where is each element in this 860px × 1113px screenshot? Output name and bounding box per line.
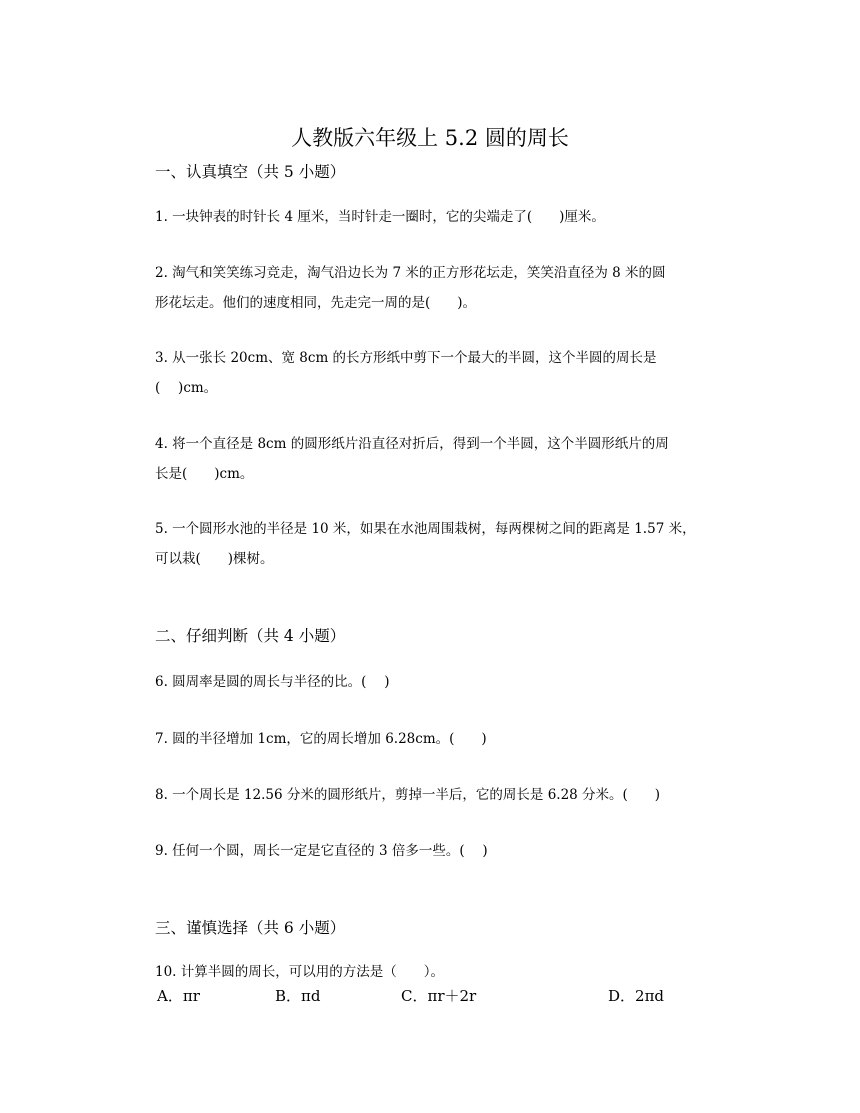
question-2 <box>155 258 735 318</box>
question-line: 10. 计算半圆的周长，可以用的方法是（ ）。 <box>155 964 445 980</box>
question-line: 3. 从一张长 20cm、宽 8cm 的长方形纸中剪下一个最大的半圆，这个半圆的周长是 <box>155 350 657 366</box>
question-line: 6. 圆周率是圆的周长与半径的比。( ) <box>155 674 390 690</box>
question-line: 9. 任何一个圆，周长一定是它直径的 3 倍多一些。( ) <box>155 843 488 859</box>
question-line: 8. 一个周长是 12.56 分米的圆形纸片，剪掉一半后，它的周长是 6.28 分米。( ) <box>155 787 661 803</box>
question-5 <box>155 514 735 574</box>
question-4 <box>155 429 735 489</box>
question-10 <box>155 957 735 987</box>
option-b: B．πd <box>275 987 321 1005</box>
question-line: 5. 一个圆形水池的半径是 10 米，如果在水池周围栽树，每两棵树之间的距离是 1.57 米， <box>155 521 696 537</box>
question-line: 2. 淘气和笑笑练习竞走，淘气沿边长为 7 米的正方形花坛走，笑笑沿直径为 8 米的圆 <box>155 265 666 281</box>
question-line: 4. 将一个直径是 8cm 的圆形纸片沿直径对折后，得到一个半圆，这个半圆形纸片的周 <box>155 436 669 452</box>
question-line: 7. 圆的半径增加 1cm，它的周长增加 6.28cm。( ) <box>155 731 487 747</box>
question-6 <box>155 667 735 697</box>
question-7 <box>155 724 735 754</box>
question-line: ( )cm。 <box>155 380 218 396</box>
question-line: 长是( )cm。 <box>155 466 254 482</box>
option-a: A．πr <box>157 987 200 1005</box>
section-heading-choice: 三、谨慎选择（共 6 小题） <box>155 919 346 937</box>
question-line: 形花坛走。他们的速度相同，先走完一周的是( )。 <box>155 295 477 311</box>
document-title: 人教版六年级上 5.2 圆的周长 <box>291 126 569 150</box>
question-9 <box>155 836 735 866</box>
question-line: 可以栽( )棵树。 <box>155 551 274 567</box>
question-3 <box>155 343 735 403</box>
question-1 <box>155 202 735 232</box>
option-d: D．2πd <box>608 987 665 1005</box>
answer-options <box>157 985 737 1013</box>
question-8 <box>155 780 735 810</box>
section-heading-judgement: 二、仔细判断（共 4 小题） <box>155 627 346 645</box>
option-c: C．πr＋2r <box>401 987 477 1005</box>
section-heading-fill-in: 一、认真填空（共 5 小题） <box>155 163 346 181</box>
question-line: 1. 一块钟表的时针长 4 厘米，当时针走一圈时，它的尖端走了( )厘米。 <box>155 209 605 225</box>
